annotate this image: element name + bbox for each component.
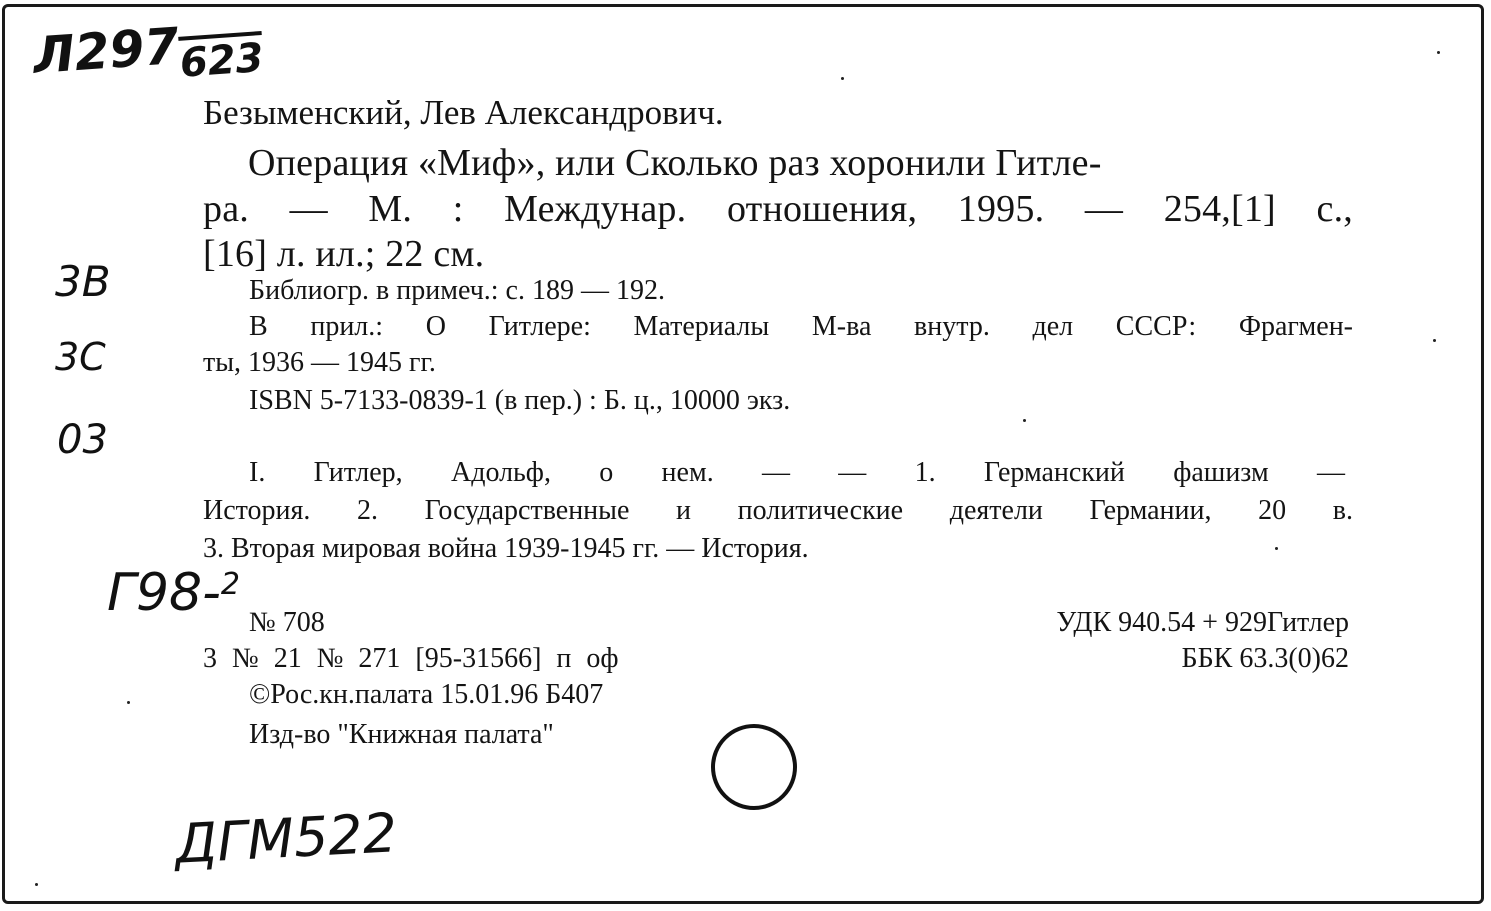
catalog-card [2, 4, 1484, 904]
isbn-line: ISBN 5-7133-0839-1 (в пер.) : Б. ц., 10000 экз. [249, 385, 791, 416]
subjects-line-1: I. Гитлер, Адольф, о нем. — — 1. Германский фашизм — [249, 457, 1345, 488]
scan-speck [841, 77, 844, 80]
handwritten-shelf-mark [107, 563, 240, 623]
punch-hole [711, 724, 797, 810]
catalog-line: 3 № 21 № 271 [95-31566] п оф [203, 643, 619, 674]
handwritten-margin-note-3: 03 [57, 417, 108, 463]
handwritten-inventory-number [31, 11, 264, 85]
title-line-1: Операция «Миф», или Сколько раз хоронили Гитле- [248, 142, 1102, 184]
scan-speck [127, 701, 130, 704]
scan-speck [35, 883, 38, 886]
inventory-number-main: Л297 [31, 16, 181, 85]
card-number: № 708 [249, 607, 325, 638]
scan-speck [1437, 51, 1440, 54]
handwritten-margin-note-1: 3В [55, 257, 111, 306]
scan-speck [1433, 339, 1436, 342]
bibliography-note: Библиогр. в примеч.: с. 189 — 192. [249, 275, 665, 306]
shelf-mark-main: Г98- [107, 563, 221, 623]
appendix-note-line-2: ты, 1936 — 1945 гг. [203, 347, 436, 378]
shelf-mark-sup: 2 [220, 567, 240, 602]
author-heading: Безыменский, Лев Александрович. [203, 93, 724, 132]
scan-speck [1023, 419, 1026, 422]
handwritten-margin-note-2: 3С [55, 335, 106, 379]
bbk-code: ББК 63.3(0)62 [1181, 643, 1349, 674]
title-line-3: [16] л. ил.; 22 см. [203, 233, 485, 275]
subjects-line-3: 3. Вторая мировая война 1939-1945 гг. — История. [203, 533, 809, 564]
publisher-line: Изд-во "Книжная палата" [249, 719, 554, 750]
inventory-number-sup: 623 [178, 35, 265, 87]
scan-speck [1275, 547, 1278, 550]
appendix-note-line-1: В прил.: О Гитлере: Материалы М-ва внутр. дел СССР: Фрагмен- [249, 311, 1353, 342]
handwritten-bottom-number: ДГМ522 [173, 801, 399, 876]
udk-code: УДК 940.54 + 929Гитлер [1056, 607, 1349, 638]
copyright-line: ©Рос.кн.палата 15.01.96 Б407 [249, 679, 604, 710]
title-line-2: ра. — М. : Междунар. отношения, 1995. — 254,[1] с., [203, 188, 1353, 230]
subjects-line-2: История. 2. Государственные и политические деятели Германии, 20 в. [203, 495, 1353, 526]
